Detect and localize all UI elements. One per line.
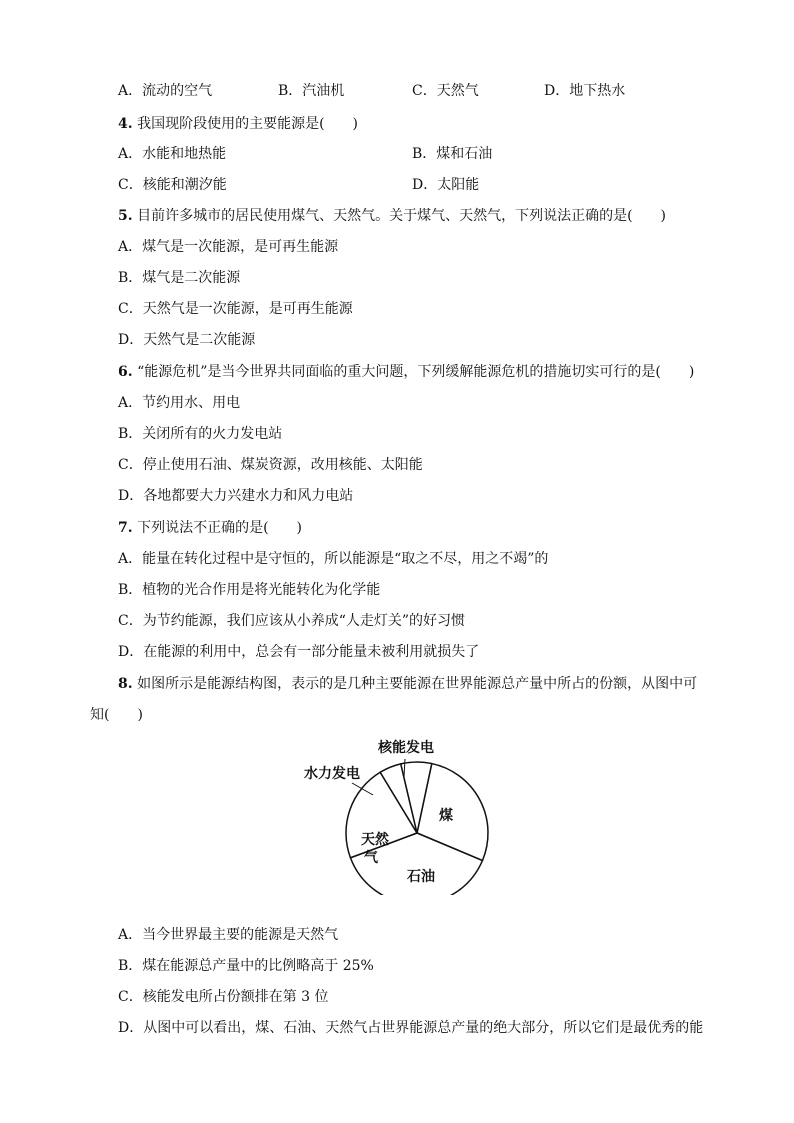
q7-option-a: A．能量在转化过程中是守恒的，所以能源是“取之不尽，用之不竭”的	[118, 551, 549, 567]
q8-stem-line2: 知( )	[90, 707, 143, 723]
q7-stem: 下列说法不正确的是( )	[137, 520, 303, 536]
q7-option-d: D．在能源的利用中，总会有一部分能量未被利用就损失了	[118, 644, 480, 660]
q8-option-c: C．核能发电所占份额排在第 3 位	[118, 989, 329, 1005]
q6-stem-line	[118, 363, 694, 381]
q5-number: 5.	[118, 208, 133, 224]
q8-stem-1: 如图所示是能源结构图，表示的是几种主要能源在世界能源总产量中所占的份额，从图中可	[137, 676, 698, 692]
q6-option-c: C．停止使用石油、煤炭资源，改用核能、太阳能	[118, 457, 423, 473]
label-oil: 石油	[407, 869, 435, 885]
energy-structure-pie-chart	[300, 735, 500, 895]
label-coal: 煤	[439, 808, 453, 824]
q3-option-c: C．天然气	[412, 83, 479, 99]
q3-option-d: D．地下热水	[544, 83, 626, 99]
q6-stem: “能源危机”是当今世界共同面临的重大问题，下列缓解能源危机的措施切实可行的是( )	[137, 364, 695, 380]
q6-option-d: D．各地都要大力兴建水力和风力电站	[118, 488, 354, 504]
q7-option-b: B．植物的光合作用是将光能转化为化学能	[118, 582, 381, 598]
q3-option-b: B．汽油机	[278, 83, 345, 99]
q8-option-a: A．当今世界最主要的能源是天然气	[118, 927, 339, 943]
q6-option-b: B．关闭所有的火力发电站	[118, 426, 283, 442]
q7-option-c: C．为节约能源，我们应该从小养成“人走灯关”的好习惯	[118, 613, 466, 629]
q4-stem-line	[118, 115, 358, 133]
q4-number: 4.	[118, 116, 133, 132]
q7-stem-line	[118, 519, 302, 537]
q5-stem-line	[118, 207, 666, 225]
q5-option-c: C．天然气是一次能源，是可再生能源	[118, 301, 353, 317]
q7-number: 7.	[118, 520, 133, 536]
q8-option-d: D．从图中可以看出，煤、石油、天然气占世界能源总产量的绝大部分，所以它们是最优秀的能	[118, 1020, 704, 1036]
q8-option-b: B．煤在能源总产量中的比例略高于 25%	[118, 958, 374, 974]
q6-option-a: A．节约用水、用电	[118, 395, 241, 411]
q8-stem-line1	[118, 675, 697, 693]
q5-option-a: A．煤气是一次能源，是可再生能源	[118, 239, 339, 255]
q5-option-b: B．煤气是二次能源	[118, 270, 241, 286]
q4-option-d: D．太阳能	[412, 177, 480, 193]
q5-option-d: D．天然气是二次能源	[118, 332, 256, 348]
q4-stem: 我国现阶段使用的主要能源是( )	[137, 116, 359, 132]
q3-option-a: A．流动的空气	[118, 83, 213, 99]
q8-number: 8.	[118, 676, 133, 692]
q6-number: 6.	[118, 364, 133, 380]
q5-stem: 目前许多城市的居民使用煤气、天然气。关于煤气、天然气，下列说法正确的是( )	[137, 208, 666, 224]
label-gas-2: 气	[364, 850, 378, 866]
q4-option-b: B．煤和石油	[412, 146, 493, 162]
label-hydro: 水力发电	[304, 766, 360, 782]
q4-option-c: C．核能和潮汐能	[118, 177, 227, 193]
q4-option-a: A．水能和地热能	[118, 146, 227, 162]
pie-svg	[300, 735, 500, 895]
label-gas-1: 天然	[361, 832, 389, 848]
label-nuclear: 核能发电	[378, 740, 434, 756]
